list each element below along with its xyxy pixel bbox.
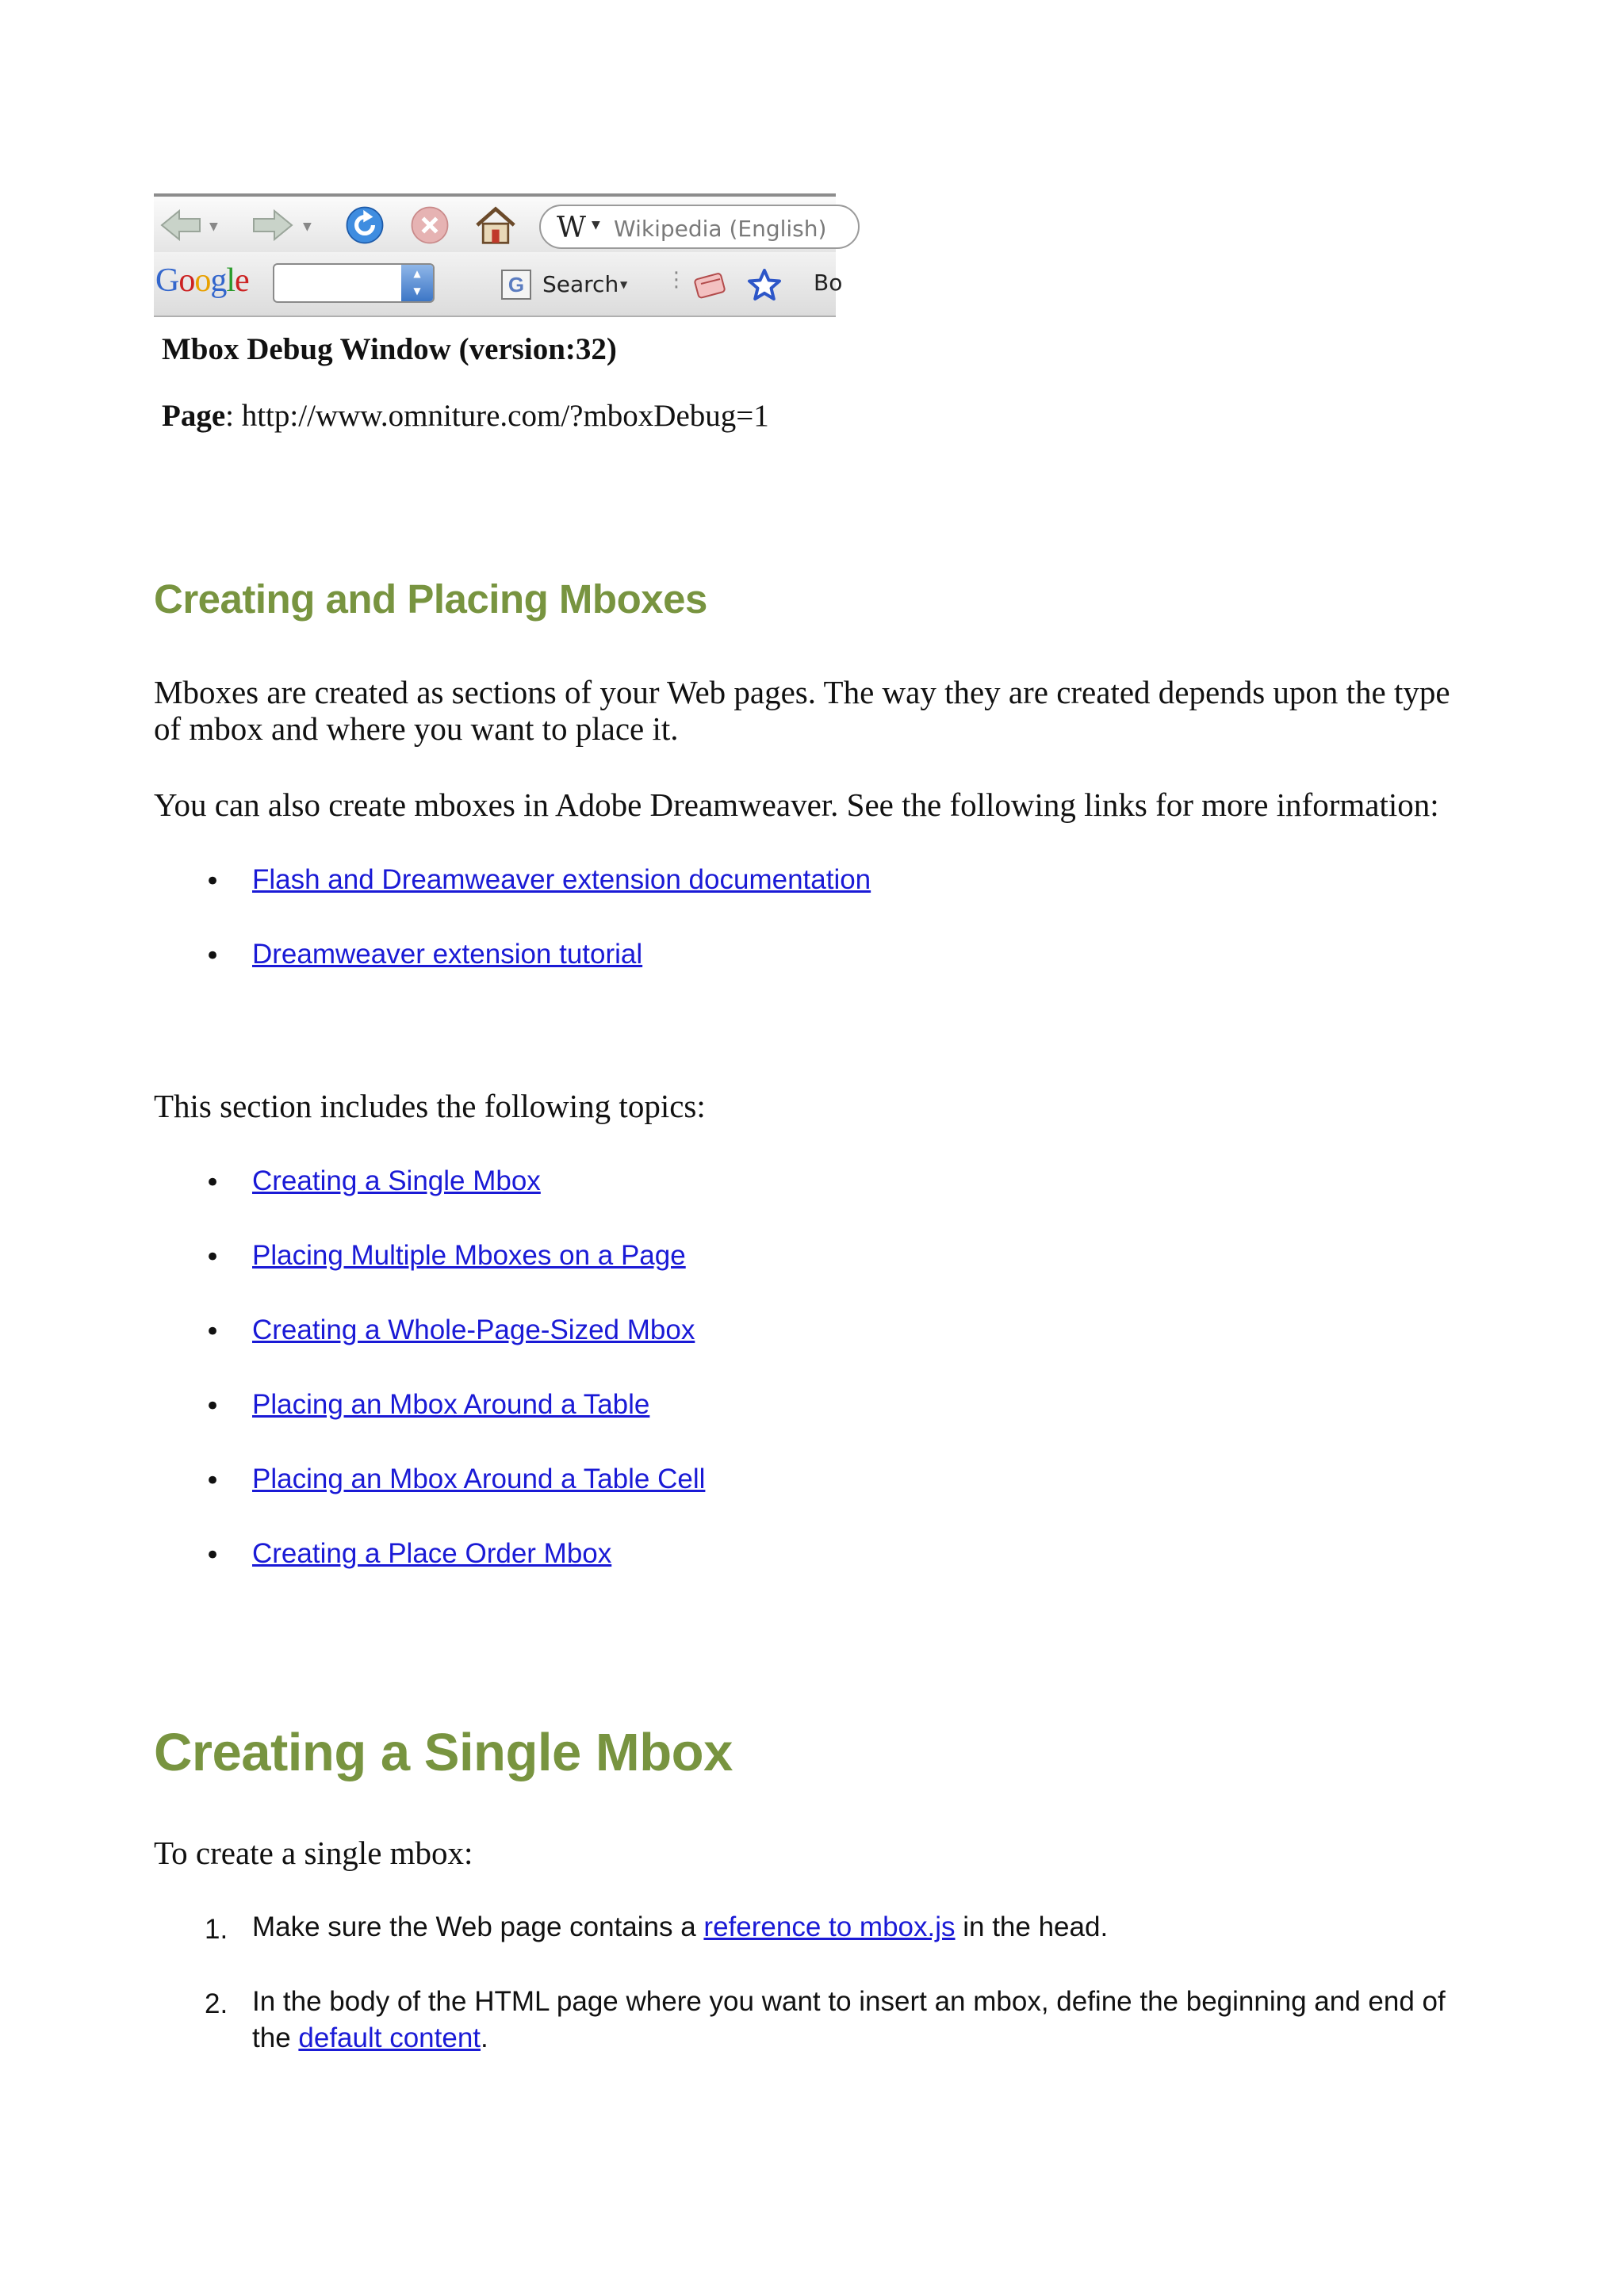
link-flash-dreamweaver-docs[interactable]: Flash and Dreamweaver extension documentation [252, 864, 871, 895]
wikipedia-logo-icon: W [557, 212, 587, 244]
link-default-content[interactable]: default content [298, 2022, 481, 2053]
page-title: Creating a Single Mbox [154, 1723, 733, 1782]
stop-icon[interactable] [406, 205, 454, 246]
google-g-icon: G [501, 270, 531, 300]
forward-arrow-icon[interactable] [247, 205, 295, 246]
topic-link-whole-page-mbox[interactable]: Creating a Whole-Page-Sized Mbox [252, 1314, 695, 1345]
intro-paragraph-line-1: Mboxes are created as sections of your Web pages. The way they are created depends upon the type [154, 674, 1450, 710]
home-icon[interactable] [471, 205, 520, 246]
topic-link-single-mbox[interactable]: Creating a Single Mbox [252, 1165, 541, 1196]
bullet-icon: • [205, 1242, 221, 1273]
step-number: 1. [205, 1914, 228, 1945]
bullet-icon: • [205, 1465, 221, 1497]
google-search-label: Search [542, 271, 619, 297]
steps-intro: To create a single mbox: [154, 1835, 473, 1871]
step-1-text-after: in the head. [955, 1911, 1109, 1942]
step-2-text-after: . [481, 2022, 488, 2053]
bullet-icon: • [205, 940, 221, 972]
debug-page-url [162, 398, 769, 434]
back-arrow-icon[interactable] [159, 205, 206, 246]
bullet-icon: • [205, 1540, 221, 1571]
topic-link-mbox-around-table[interactable]: Placing an Mbox Around a Table [252, 1389, 650, 1420]
search-engine-name: Wikipedia (English) [614, 216, 827, 242]
bullet-icon: • [205, 1167, 221, 1199]
google-toolbar [154, 252, 843, 317]
bullet-icon: • [205, 866, 221, 897]
link-dreamweaver-tutorial[interactable]: Dreamweaver extension tutorial [252, 939, 643, 970]
navigation-toolbar [154, 193, 836, 254]
toolbar-separator-icon: ⋮ [666, 268, 687, 292]
step-1-text [252, 1909, 1108, 1946]
topic-link-multiple-mboxes[interactable]: Placing Multiple Mboxes on a Page [252, 1240, 686, 1271]
google-search-input[interactable] [273, 263, 435, 303]
bullet-icon: • [205, 1316, 221, 1348]
forward-dropdown-icon[interactable]: ▼ [303, 220, 312, 233]
debug-window-title: Mbox Debug Window (version:32) [162, 332, 617, 366]
extension-icon[interactable] [693, 268, 728, 300]
bullet-icon: • [205, 1391, 221, 1422]
section-heading: Creating and Placing Mboxes [154, 576, 707, 622]
step-2-text-line-1: In the body of the HTML page where you want to insert an mbox, define the beginning and end of [252, 1986, 1446, 2017]
wikipedia-search-field[interactable] [539, 205, 860, 249]
step-2-text-line-2 [252, 2020, 488, 2057]
page-url: : http://www.omniture.com/?mboxDebug=1 [225, 399, 769, 433]
google-search-button[interactable] [501, 268, 652, 301]
intro-paragraph-line-2: of mbox and where you want to place it. [154, 710, 679, 747]
topic-link-place-order-mbox[interactable]: Creating a Place Order Mbox [252, 1538, 612, 1569]
topic-link-mbox-around-table-cell[interactable]: Placing an Mbox Around a Table Cell [252, 1464, 706, 1494]
dreamweaver-paragraph: You can also create mboxes in Adobe Dreamweaver. See the following links for more information: [154, 786, 1439, 823]
browser-screenshot [154, 190, 843, 452]
topics-intro: This section includes the following topics: [154, 1088, 706, 1124]
bookmarks-truncated-label[interactable]: Bo [814, 270, 843, 296]
step-number: 2. [205, 1988, 228, 2019]
page-label: Page [162, 399, 226, 433]
step-2-text-before: the [252, 2022, 299, 2053]
search-engine-dropdown-icon[interactable]: ▼ [592, 219, 600, 232]
reload-icon[interactable] [341, 205, 389, 246]
search-history-stepper[interactable]: ▲ ▼ [401, 265, 433, 301]
back-dropdown-icon[interactable]: ▼ [209, 220, 218, 233]
bookmark-star-icon[interactable] [747, 268, 782, 301]
google-logo: Google [155, 262, 249, 299]
step-1-text-before: Make sure the Web page contains a [252, 1911, 704, 1942]
chevron-down-icon[interactable]: ▼ [620, 279, 628, 290]
link-reference-to-mbox-js[interactable]: reference to mbox.js [703, 1911, 956, 1942]
